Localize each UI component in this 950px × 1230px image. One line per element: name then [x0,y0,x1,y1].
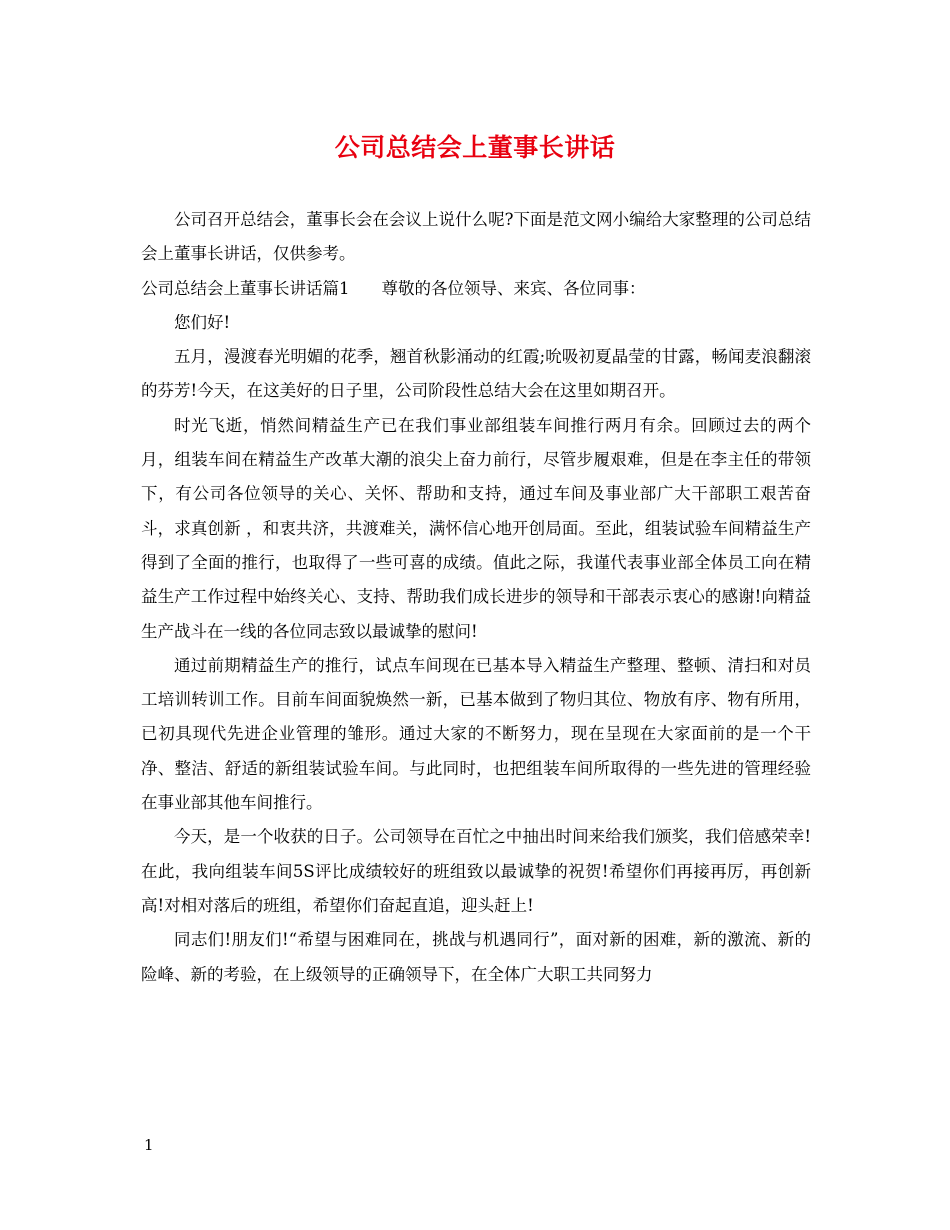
greeting-paragraph: 您们好! [174,312,231,332]
body-paragraph-results: 通过前期精益生产的推行，试点车间现在已基本导入精益生产整理、整顿、清扫和对员工培训转训工作。目前车间面貌焕然一新，已基本做到了物归其位、物放有序、物有所用，已初具现代先进企业管理的雏形。通过大家的不断努力，现在呈现在大家面前的是一个干净、整洁、舒适的新组装试验车间。与此同时，也把组装车间所取得的一些先进的管理经验在事业部其他车间推行。 [141,655,811,813]
body-paragraph-review: 时光飞逝，悄然间精益生产已在我们事业部组装车间推行两月有余。回顾过去的两个月，组装车间在精益生产改革大潮的浪尖上奋力前行，尽管步履艰难，但是在李主任的带领下，有公司各位领导的关心、关怀、帮助和支持，通过车间及事业部广大干部职工艰苦奋斗，求真创新 ，和衷共济，共渡难关，满怀信心地开创局面。至此，组装试验车间精益生产得到了全面的推行，也取得了一些可喜的成绩。值此之际，我谨代表事业部全体员工向在精益生产工作过程中始终关心、支持、帮助我们成长进步的领导和干部表示衷心的感谢!向精益生产战斗在一线的各位同志致以最诚挚的慰问! [141,415,811,641]
section-heading [141,272,811,306]
body-paragraph-award: 今天，是一个收获的日子。公司领导在百忙之中抽出时间来给我们颁奖，我们倍感荣幸!在此，我向组装车间5S评比成绩较好的班组致以最诚挚的祝贺!希望你们再接再厉，再创新高!对相对落后的班组，希望你们奋起直追，迎头赶上! [141,827,811,915]
body-paragraph-may: 五月，漫渡春光明媚的花季，翘首秋影涌动的红霞;吮吸初夏晶莹的甘露，畅闻麦浪翻滚的芬芳!今天，在这美好的日子里，公司阶段性总结大会在这里如期召开。 [141,347,811,401]
document-body [141,203,811,992]
body-paragraph-closing: 同志们!朋友们!“希望与困难同在，挑战与机遇同行”，面对新的困难，新的激流、新的险峰、新的考验，在上级领导的正确领导下，在全体广大职工共同努力 [141,930,811,984]
section-heading-label: 公司总结会上董事长讲话篇1 [141,278,350,298]
salutation: 尊敬的各位领导、来宾、各位同事： [381,278,646,298]
page-number: 1 [144,1136,154,1154]
document-title: 公司总结会上董事长讲话 [334,133,616,162]
intro-paragraph: 公司召开总结会，董事长会在会议上说什么呢?下面是范文网小编给大家整理的公司总结会上董事长讲话，仅供参考。 [141,210,811,264]
